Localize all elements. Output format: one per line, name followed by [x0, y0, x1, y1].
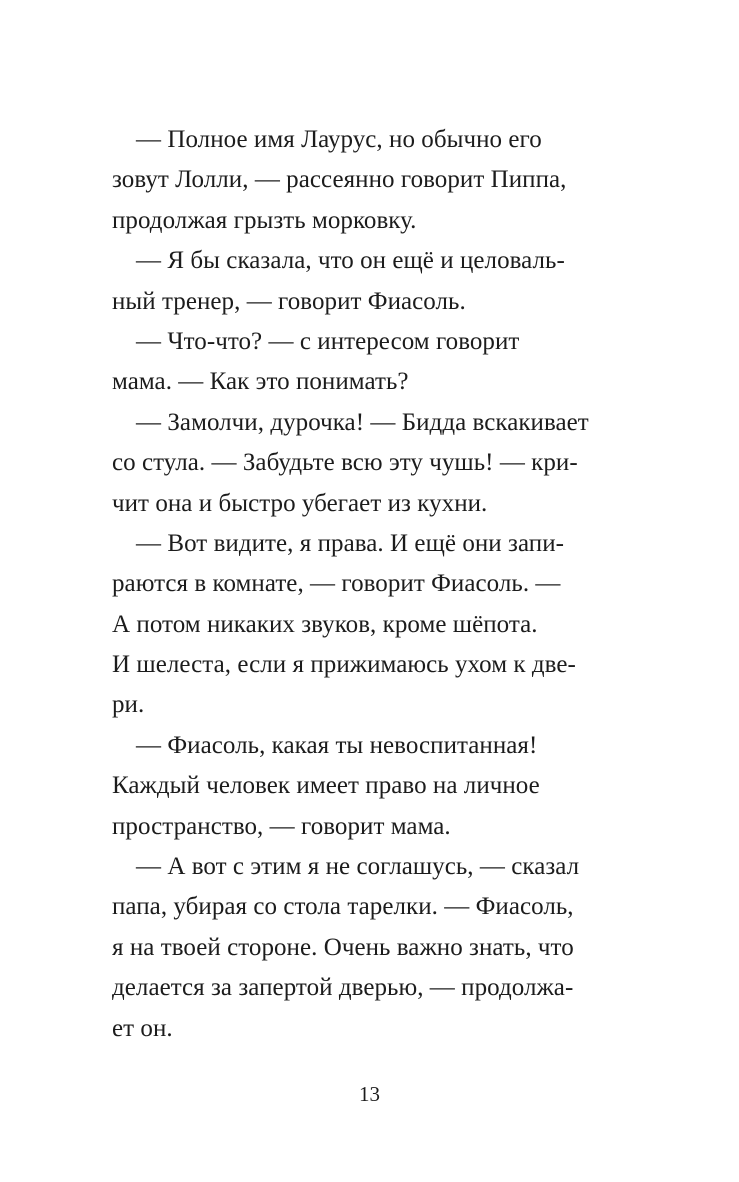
- text-line: А потом никаких звуков, кроме шёпота.: [112, 610, 538, 638]
- text-line: И шелеста, если я прижимаюсь ухом к две-: [112, 651, 576, 679]
- text-line: делается за запертой дверью, — продолжа-: [112, 974, 574, 1002]
- text-line: мама. — Как это понимать?: [112, 368, 409, 396]
- text-line: ри.: [112, 691, 145, 719]
- text-line: продолжая грызть морковку.: [112, 206, 417, 234]
- text-line: — Замолчи, дурочка! — Бидда вскакивает: [136, 408, 589, 436]
- text-line: папа, убирая со стола тарелки. — Фиасоль,: [112, 893, 574, 921]
- body-text: [112, 120, 642, 1049]
- text-line: — Вот видите, я права. И ещё они запи-: [136, 529, 564, 557]
- text-line: ет он.: [112, 1014, 173, 1042]
- text-line: со стула. — Забудьте всю эту чушь! — кри-: [112, 449, 578, 477]
- text-line: чит она и быстро убегает из кухни.: [112, 489, 488, 517]
- text-line: Каждый человек имеет право на личное: [112, 772, 540, 800]
- text-line: — Я бы сказала, что он ещё и целоваль-: [136, 247, 565, 275]
- text-line: пространство, — говорит мама.: [112, 812, 451, 840]
- text-line: ный тренер, — говорит Фиасоль.: [112, 287, 466, 315]
- text-line: — Фиасоль, какая ты невоспитанная!: [136, 731, 538, 759]
- text-line: — Что-что? — с интересом говорит: [136, 327, 520, 355]
- text-line: зовут Лолли, — рассеянно говорит Пиппа,: [112, 166, 567, 194]
- text-line: я на твоей стороне. Очень важно знать, что: [112, 933, 574, 961]
- text-line: раются в комнате, — говорит Фиасоль. —: [112, 570, 561, 598]
- text-line: — А вот с этим я не соглашусь, — сказал: [136, 853, 580, 881]
- text-line: — Полное имя Лаурус, но обычно его: [136, 126, 542, 153]
- page-number: 13: [359, 1082, 380, 1106]
